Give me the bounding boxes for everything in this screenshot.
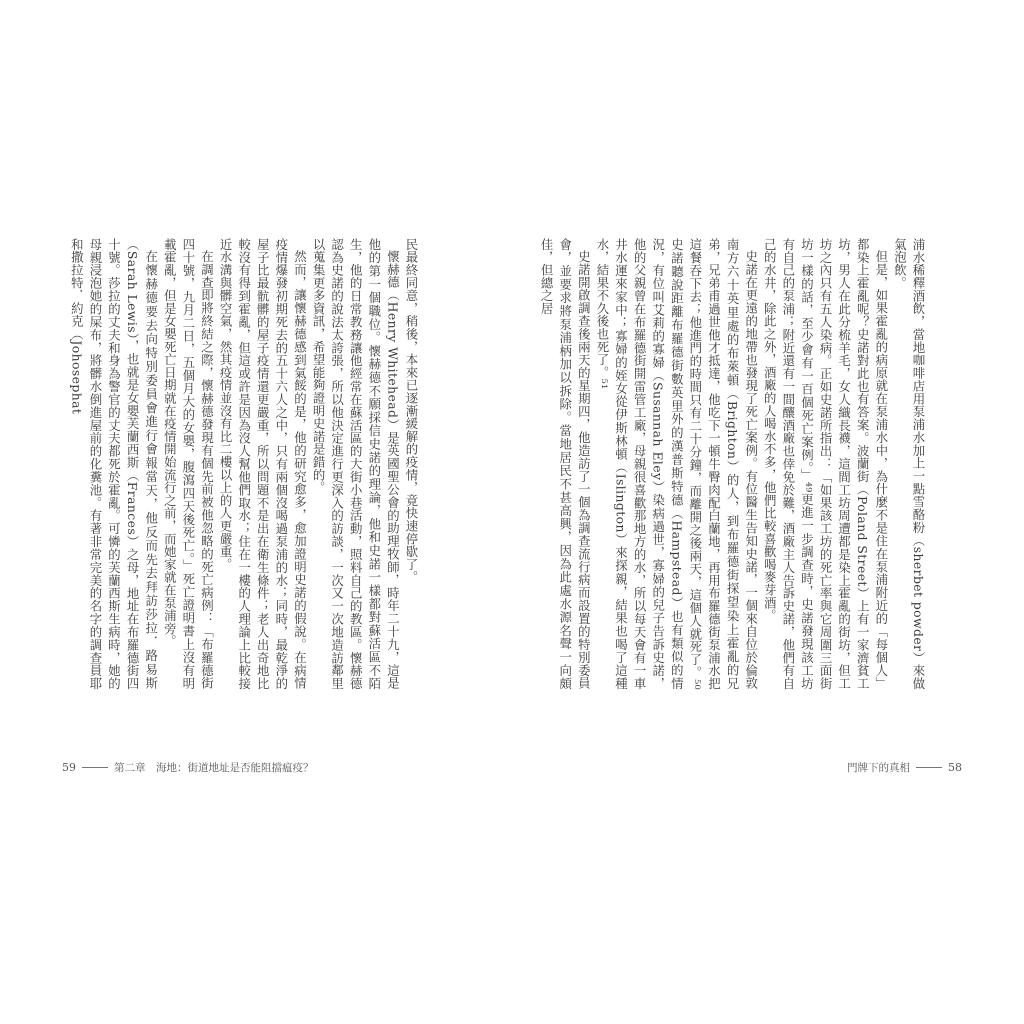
footer-rule	[82, 767, 108, 768]
right-page	[512, 0, 1024, 1024]
paragraph: 然而，讓懷赫德感到氣餒的是，他的研究愈多，愈加證明史諾的假說。在病情疫情爆發初期死去的五十六人之中，只有兩個沒喝過泵浦的水；同時，最乾淨的屋子比最骯髒的屋子疫情還更嚴重，所以問題不是出在衛生條件；老人出奇地比較沒有得到霍亂，但這或許是因為沒人幫他們取水；住在一樓的人理論上比較接近水溝與髒空氣，然其疫情並沒有比二樓以上的人更嚴重。	[218, 238, 308, 690]
right-page-body	[539, 238, 927, 690]
paragraph: 史諾在更遠的地帶也發現了死亡案例。有位醫生告知史諾，一個來自位於倫敦南方六十英里處的布萊頓（Brighton）的人，到布羅德街探望染上霍亂的兄弟，兄弟甫過世他才抵達，他吃下一頓牛臀肉配白蘭地，再用布羅德街泵浦水把這餐吞下去；他進門的時間只有二十分鐘，而離開之後兩天，這個人就死了。⁵⁰史諾聽說距離布羅德街數英里外的漢普斯特德（Hampstead）也有類似的情況，有位叫艾莉的寡婦（Susannah Eley）染病過世，寡婦的兒子告訴史諾，他的父親曾在布羅德街開雷管工廠，母親很喜歡那地方的水，所以每天會有一車井水運來家中；寡婦的姪女從伊斯林頓（Islington）來探親，結果也喝了這種水，結果不久後也死了。⁵¹	[594, 238, 759, 690]
paragraph: 在調查即將終結之際，懷赫德發現有個先前被他忽略的死亡病例：「布羅德街四十號，九月二日，五個月大的女嬰，腹瀉四天後死亡。」死亡證明書上沒有明載霍亂，但是女嬰死亡日期就在疫情開始流行之前，而她家就在泵浦旁。	[162, 238, 215, 690]
page-number: 58	[948, 761, 962, 774]
paragraph: 但是，如果霍亂的病原就在泵浦水中，為什麼不是住在泵浦附近的「每個人」都染上霍亂呢？史諾對此也有答案。波蘭街（Poland Street）上有一家濟貧工坊，男人在此分梳羊毛，女人織長襪，這間工坊周遭都是染上霍亂的街坊，但工坊之內只有五人染病。正如史諾所指出：「如果該工坊的死亡率與它周圍三面街坊一樣的話，至少會有一百個死亡案例。」⁴⁹更進一步調查時，史諾發現該工坊有自己的泵浦；附近還有一間釀酒廠也倖免於難，酒廠主人告訴史諾，他們有自己的水井，除此之外，酒廠的人喝水不多，他們比較喜歡喝麥芽酒。	[762, 238, 889, 690]
paragraph: 史諾開啟調查後兩天的星期四，他造訪了一個為調查流行病而設置的特別委員會，並要求將泵浦柄加以拆除。當地居民不甚高興，因為此處水源名聲一向頗佳，但總之居	[539, 238, 592, 690]
right-page-footer	[847, 760, 962, 775]
paragraph: 懷赫德（Henry Whitehead）是英國聖公會的助理牧師，時年二十九，這是他的第一個職位。懷赫德不願採信史諾的理論，他和史諾一樣都對蘇活區不陌生，他的日常教務讓他經常在蘇活區的大街小巷活動，照料自己的教區。懷赫德認為史諾的說法太誇張，所以他決定進行更深入的訪談，一次又一次地造訪鄰里以蒐集更多資訊，希望能夠證明史諾是錯的。	[311, 238, 401, 690]
paragraph: 浦水稀釋酒飲，當地咖啡店用泵浦水加上一點雪酪粉（sherbet powder）來做氣泡飲。	[892, 238, 926, 690]
paragraph: 民最終同意，稍後，本來已逐漸緩解的疫情，竟快速停歇了。	[404, 238, 419, 584]
left-page-footer	[62, 760, 314, 775]
page-number: 59	[62, 761, 76, 774]
chapter-title: 第二章 海地：街道地址是否能阻擋瘟疫？	[114, 762, 314, 774]
paragraph: 在懷赫德要去向特別委員會進行會報當天，他反而先去拜訪莎拉．路易斯（Sarah Lewis），也就是女嬰芙蘭西斯（Frances）之母，地址在布羅德街四十號。莎拉的丈夫和身為警官的丈夫都死於霍亂。可憐的芙蘭西斯生病時，她的母親浸泡她的屎布，將髒水倒進屋前的化糞池。有著非常完美的名字的調查員耶和撒拉特．約克（Johosephat	[69, 238, 159, 690]
footer-rule	[916, 767, 942, 768]
running-title: 門牌下的真相	[847, 762, 910, 774]
left-page-body	[69, 238, 420, 690]
